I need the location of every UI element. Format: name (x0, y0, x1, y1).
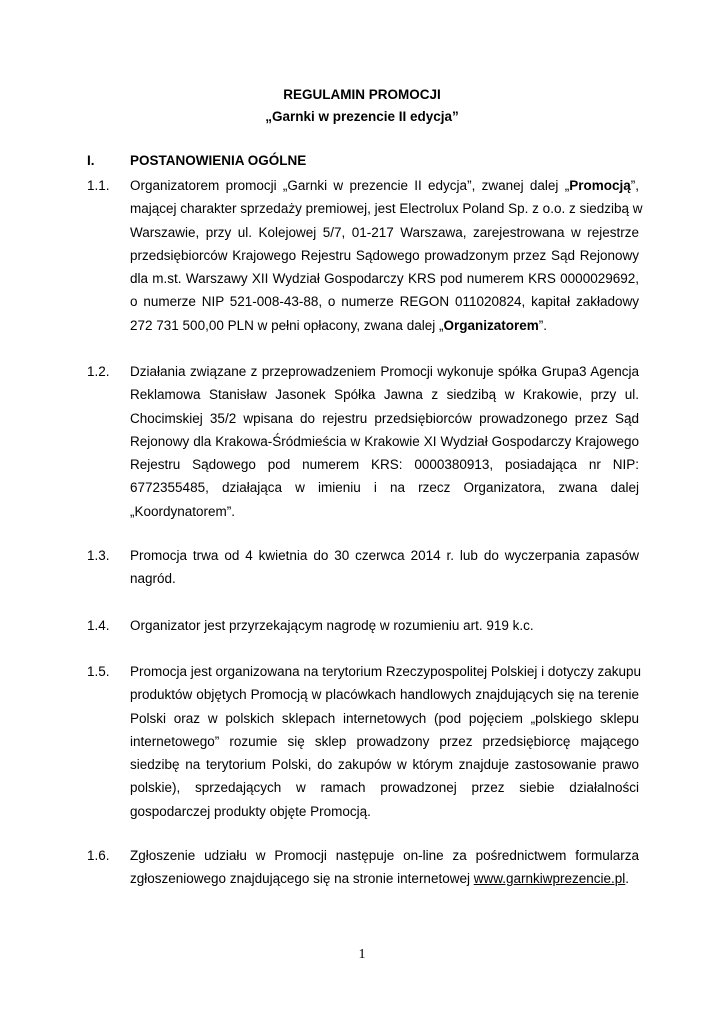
text-segment: gospodarczej produkty objęte Promocją. (130, 803, 371, 819)
clause-line (130, 614, 639, 637)
website-link[interactable]: www.garnkiwprezencie.pl (473, 871, 626, 887)
clause-line (130, 407, 639, 430)
clause-line (130, 683, 639, 706)
document-title: REGULAMIN PROMOCJI (283, 87, 441, 102)
text-segment: Zgłoszenie udziału w Promocji następuje on-line za pośrednictwem formularza (130, 848, 639, 863)
clause-line (130, 314, 639, 337)
clause-text (130, 544, 639, 591)
text-segment: Chocimskiej 35/2 wpisana do rejestru przedsiębiorców prowadzonego przez Sąd (130, 410, 639, 426)
clause-text (130, 844, 639, 891)
text-segment: Organizatorem promocji „Garnki w prezencie II edycja”, zwanej dalej „ (130, 178, 570, 193)
text-segment: ”, (630, 178, 639, 193)
clause-line (130, 290, 639, 313)
clause-line (130, 544, 639, 567)
clause-line (130, 867, 639, 890)
clause-line (130, 244, 639, 267)
text-segment: Polski oraz w polskich sklepach internetowych (pod pojęciem „polskiego sklepu (130, 710, 639, 726)
defined-term: Promocją (569, 178, 631, 193)
text-segment: przedsiębiorców Krajowego Rejestru Sądowego prowadzonym przez Sąd Rejonowy (130, 247, 639, 263)
text-segment: zgłoszeniowego znajdującego się na stronie internetowej (130, 871, 474, 887)
clause-line (130, 707, 639, 730)
clause-line (130, 800, 639, 823)
clause-number: 1.4. (87, 618, 110, 633)
clause-number: 1.1. (87, 178, 110, 193)
clause-text (130, 660, 639, 823)
clause-line (130, 500, 639, 523)
clause-number: 1.6. (87, 848, 110, 863)
section-title: POSTANOWIENIA OGÓLNE (130, 153, 307, 168)
defined-term: Organizatorem (443, 317, 539, 333)
text-segment: Promocja trwa od 4 kwietnia do 30 czerwca 2014 r. lub do wyczerpania zapasów (130, 548, 639, 563)
text-segment: siedzibę na terytorium Polski, do zakupów w którym znajduje zastosowanie prawo (130, 757, 639, 773)
text-segment: polskie), sprzedających w ramach prowadzonej przez siebie działalności (130, 780, 639, 796)
text-segment: Reklamowa Stanisław Jasonek Spółka Jawna z siedzibą w Krakowie, przy ul. (130, 387, 639, 403)
clause-line (130, 730, 639, 753)
text-segment: internetowego” rozumie się sklep prowadzony przez przedsiębiorcę mającego (130, 733, 639, 749)
text-segment: ”. (538, 317, 547, 333)
clause-line (130, 383, 639, 406)
text-segment: Rejestru Sądowego pod numerem KRS: 0000380913, posiadająca nr NIP: (130, 457, 639, 473)
clause-line (130, 753, 639, 776)
text-segment: Rejonowy dla Krakowa-Śródmieścia w Krakowie XI Wydział Gospodarczy Krajowego (130, 433, 639, 449)
page-number: 1 (358, 947, 366, 962)
text-segment: o numerze NIP 521-008-43-88, o numerze REGON 011020824, kapitał zakładowy (130, 294, 639, 310)
clause-line (130, 567, 639, 590)
clause-line (130, 267, 639, 290)
text-segment: mającej charakter sprzedaży premiowej, jest Electrolux Poland Sp. z o.o. z siedzibą w (130, 201, 643, 217)
section-number: I. (87, 153, 95, 168)
text-segment: Organizator jest przyrzekającym nagrodę w rozumieniu art. 919 k.c. (130, 618, 534, 633)
text-segment: Działania związane z przeprowadzeniem Promocji wykonuje spółka Grupa3 Agencja (130, 364, 639, 379)
text-segment: nagród. (130, 571, 176, 587)
text-segment: produktów objętych Promocją w placówkach handlowych znajdujących się na terenie (130, 687, 639, 703)
text-segment: Promocja jest organizowana na terytorium Rzeczypospolitej Polskiej i dotyczy zakupu (130, 664, 641, 679)
clause-number: 1.3. (87, 548, 110, 563)
clause-number: 1.2. (87, 364, 110, 379)
clause-line (130, 174, 639, 197)
clause-line (130, 197, 643, 220)
clause-line (130, 453, 639, 476)
clause-line (130, 430, 639, 453)
clause-line (130, 476, 639, 499)
clause-line (130, 844, 639, 867)
text-segment: dla m.st. Warszawy XII Wydział Gospodarczy KRS pod numerem KRS 0000029692, (130, 271, 639, 287)
text-segment: . (625, 871, 630, 887)
clause-line (130, 776, 639, 799)
clause-text (130, 360, 639, 523)
clause-line (130, 360, 639, 383)
clause-line (130, 221, 639, 244)
text-segment: „Koordynatorem”. (130, 503, 236, 519)
clause-text (130, 174, 643, 337)
clause-line (130, 660, 639, 683)
text-segment: 6772355485, działająca w imieniu i na rzecz Organizatora, zwana dalej (130, 480, 639, 496)
clause-number: 1.5. (87, 664, 110, 679)
text-segment: 272 731 500,00 PLN w pełni opłacony, zwana dalej „ (130, 317, 444, 333)
text-segment: Warszawie, przy ul. Kolejowej 5/7, 01-217 Warszawa, zarejestrowana w rejestrze (130, 224, 639, 240)
document-subtitle: „Garnki w prezencie II edycja” (265, 109, 459, 124)
clause-text (130, 614, 639, 637)
